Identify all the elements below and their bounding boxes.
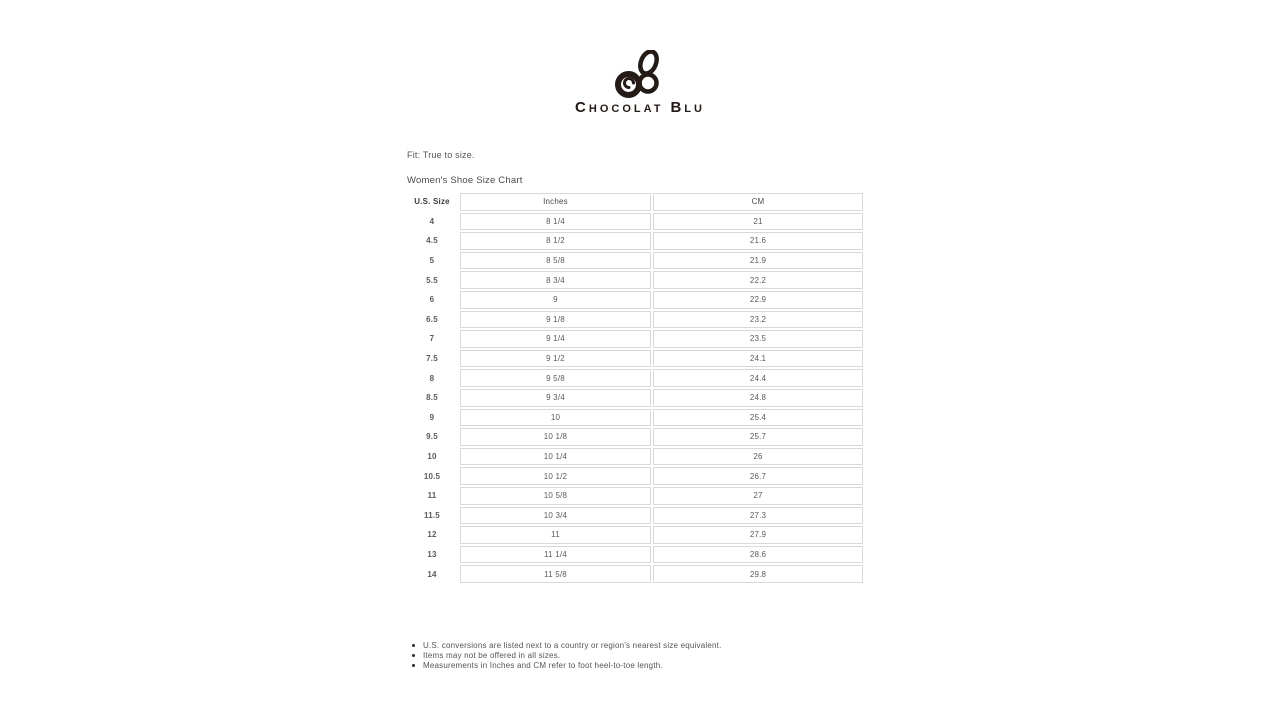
cm-cell: 21 [653,213,863,231]
us-size-cell: 7.5 [426,354,438,364]
table-row [406,428,863,446]
cm-cell: 27.3 [653,507,863,525]
us-size-cell: 4 [429,216,435,226]
us-size-cell: 10 [427,452,437,462]
header-us-size: U.S. Size [414,197,450,207]
inches-cell: 10 [460,409,651,427]
cm-cell: 28.6 [653,546,863,564]
us-size-cell: 9.5 [426,432,438,442]
size-chart-table [404,191,865,585]
us-size-cell: 9 [429,412,435,422]
chart-title: Women's Shoe Size Chart [407,175,523,186]
cm-cell: 26.7 [653,467,863,485]
inches-cell: 11 1/4 [460,546,651,564]
cm-cell: 25.7 [653,428,863,446]
us-size-cell: 6 [429,295,435,305]
inches-cell: 11 5/8 [460,565,651,583]
table-row [406,487,863,505]
inches-cell: 9 1/2 [460,350,651,368]
inches-cell: 10 1/4 [460,448,651,466]
inches-cell: 8 1/2 [460,232,651,250]
cm-cell: 23.5 [653,330,863,348]
cm-cell: 23.2 [653,311,863,329]
cb-monogram-icon [615,50,665,98]
wordmark-initial: B [670,99,685,116]
inches-cell: 9 1/8 [460,311,651,329]
us-size-cell: 8.5 [426,393,438,403]
table-row [406,330,863,348]
table-row [406,369,863,387]
inches-cell: 8 3/4 [460,271,651,289]
cm-cell: 29.8 [653,565,863,583]
inches-cell: 10 3/4 [460,507,651,525]
table-row [406,213,863,231]
inches-cell: 9 [460,291,651,309]
us-size-cell: 5 [429,256,435,266]
cm-cell: 21.6 [653,232,863,250]
inches-cell: 9 3/4 [460,389,651,407]
us-size-cell: 11 [427,491,437,501]
inches-cell: 8 1/4 [460,213,651,231]
cm-cell: 21.9 [653,252,863,270]
cm-cell: 24.1 [653,350,863,368]
footnote-item: U.S. conversions are listed next to a country or region's nearest size equivalent. [412,641,722,651]
inches-cell: 9 1/4 [460,330,651,348]
us-size-cell: 4.5 [426,236,438,246]
inches-cell: 11 [460,526,651,544]
size-table-body [406,193,863,583]
size-chart-table-container [404,191,865,585]
table-row [406,389,863,407]
footnote-item: Items may not be offered in all sizes. [412,651,722,661]
table-row [406,448,863,466]
cm-cell: 27.9 [653,526,863,544]
bullet-icon [412,654,415,657]
table-row [406,252,863,270]
cm-cell: 26 [653,448,863,466]
us-size-cell: 13 [427,549,437,559]
table-row [406,526,863,544]
brand-header [0,50,1280,116]
cm-cell: 25.4 [653,409,863,427]
table-row [406,311,863,329]
us-size-cell: 14 [427,569,437,579]
bullet-icon [412,644,415,647]
cm-cell: 24.4 [653,369,863,387]
bullet-icon [412,664,415,667]
table-row [406,271,863,289]
inches-cell: 8 5/8 [460,252,651,270]
table-row [406,350,863,368]
us-size-cell: 11.5 [424,510,440,520]
inches-cell: 10 1/2 [460,467,651,485]
table-row [406,565,863,583]
fit-note: Fit: True to size. [407,150,475,160]
cm-cell: 22.2 [653,271,863,289]
header-cm: CM [653,193,863,211]
brand-wordmark: CHOCOLAT BLU [575,99,705,116]
table-row [406,507,863,525]
footnote-item: Measurements in Inches and CM refer to foot heel-to-toe length. [412,661,722,671]
cm-cell: 27 [653,487,863,505]
cm-cell: 24.8 [653,389,863,407]
inches-cell: 10 5/8 [460,487,651,505]
us-size-cell: 7 [429,334,435,344]
cm-cell: 22.9 [653,291,863,309]
us-size-cell: 5.5 [426,275,438,285]
us-size-cell: 6.5 [426,314,438,324]
footnotes-list [412,641,722,671]
header-inches: Inches [460,193,651,211]
inches-cell: 9 5/8 [460,369,651,387]
wordmark-initial: C [575,99,589,116]
table-row [406,409,863,427]
inches-cell: 10 1/8 [460,428,651,446]
us-size-cell: 8 [429,373,435,383]
table-row [406,291,863,309]
us-size-cell: 12 [427,530,437,540]
table-row [406,232,863,250]
table-header-row [406,193,863,211]
table-row [406,546,863,564]
table-row [406,467,863,485]
us-size-cell: 10.5 [423,471,441,481]
